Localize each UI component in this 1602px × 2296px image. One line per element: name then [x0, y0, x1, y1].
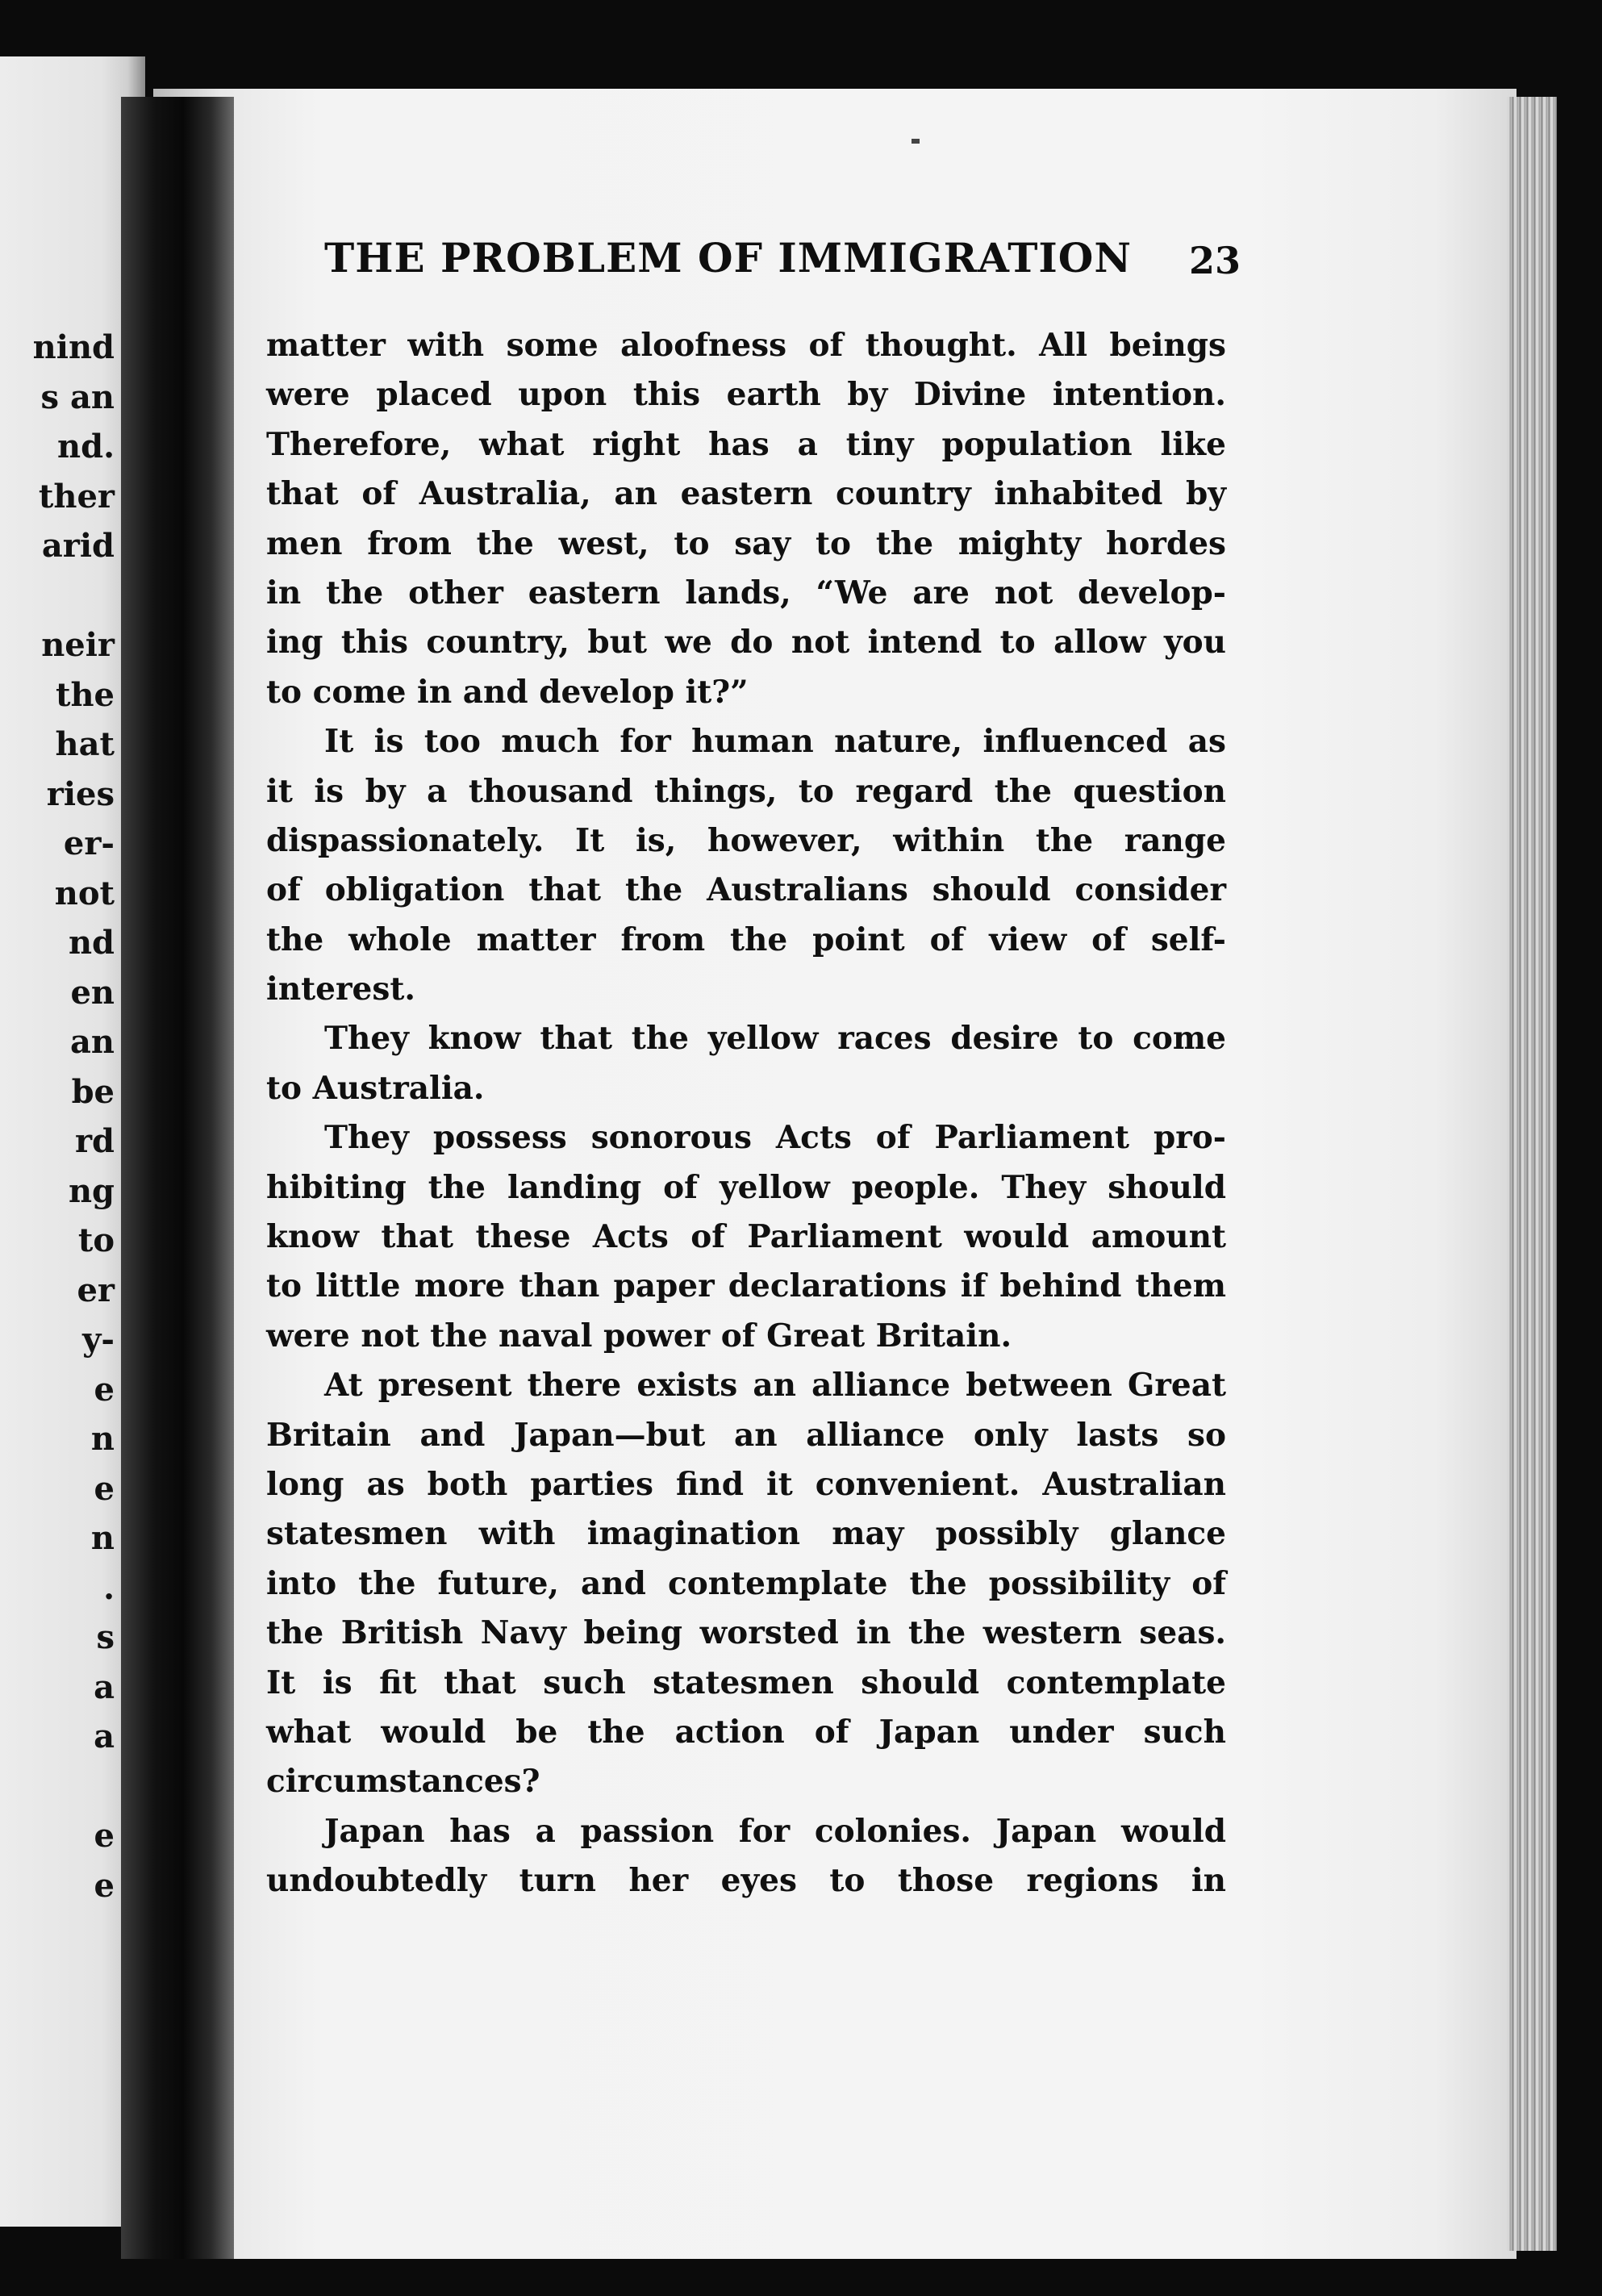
text-line: it is by a thousand things, to regard the question	[266, 772, 1226, 810]
fragment-line: e	[94, 1370, 115, 1409]
text-line: They know that the yellow races desire to come	[324, 1020, 1226, 1058]
text-line: They possess sonorous Acts of Parliament pro-	[324, 1119, 1226, 1157]
fragment-line: rd	[74, 1122, 115, 1160]
fragment-line: er	[77, 1271, 115, 1309]
fragment-line: ther	[38, 477, 115, 516]
text-line: to come in and develop it?”	[266, 673, 749, 711]
fragment-line: .	[103, 1568, 115, 1607]
fragment-line: hat	[55, 725, 115, 763]
fragment-line: n	[90, 1420, 115, 1458]
fragment-line: to	[77, 1221, 115, 1259]
text-line: Britain and Japan—but an alliance only lasts so	[266, 1416, 1226, 1454]
text-line: It is too much for human nature, influenced as	[324, 723, 1226, 761]
fragment-line: nind	[32, 328, 115, 366]
fragment-line: ng	[68, 1171, 115, 1210]
scan-border	[1557, 89, 1602, 2267]
text-line: long as both parties find it convenient. Australian	[266, 1465, 1226, 1503]
text-line: hibiting the landing of yellow people. They should	[266, 1168, 1226, 1206]
text-line: statesmen with imagination may possibly glance	[266, 1515, 1226, 1553]
fragment-line: e	[94, 1469, 115, 1508]
fragment-line	[33, 571, 115, 621]
text-line: to Australia.	[266, 1069, 485, 1107]
text-line: into the future, and contemplate the possibility of	[266, 1564, 1226, 1602]
fragment-line: an	[70, 1023, 115, 1061]
text-line: what would be the action of Japan under such	[266, 1713, 1226, 1751]
text-line: At present there exists an alliance between Great	[324, 1367, 1226, 1405]
text-line: men from the west, to say to the mighty hordes	[266, 524, 1226, 562]
fragment-line: nd	[68, 924, 115, 962]
fragment-line: a	[94, 1668, 115, 1706]
fragment-line: a	[94, 1718, 115, 1755]
fragment-line: en	[70, 973, 115, 1012]
text-line: It is fit that such statesmen should contemplate	[266, 1664, 1226, 1701]
running-header-title: THE PROBLEM OF IMMIGRATION	[324, 234, 1133, 282]
fragment-line: s	[96, 1618, 115, 1656]
fragment-line: neir	[41, 626, 115, 664]
text-line: ing this country, but we do not intend to allow you	[266, 624, 1226, 662]
fragment-line: y-	[82, 1321, 115, 1359]
text-line: to little more than paper declarations if behind them	[266, 1267, 1226, 1305]
fragment-line	[33, 1762, 115, 1812]
fragment-line: er-	[63, 824, 115, 862]
text-line: the whole matter from the point of view of self-	[266, 920, 1226, 958]
text-line: Japan has a passion for colonies. Japan would	[324, 1812, 1226, 1850]
fragment-line: nd.	[57, 428, 115, 465]
fragment-line: not	[54, 874, 115, 912]
facing-page-text-fragments	[33, 323, 115, 1910]
fragment-line: e	[94, 1866, 115, 1905]
scan-speck	[912, 139, 920, 144]
text-line: circumstances?	[266, 1763, 540, 1801]
text-line: Therefore, what right has a tiny population like	[266, 425, 1226, 463]
page-number: 23	[1189, 239, 1241, 282]
fragment-line: the	[55, 675, 115, 714]
text-line: undoubtedly turn her eyes to those regions in	[266, 1862, 1226, 1900]
page-body-text	[266, 321, 1226, 1906]
text-line: were not the naval power of Great Britain.	[266, 1317, 1012, 1355]
book-gutter	[121, 97, 234, 2259]
text-line: that of Australia, an eastern country inhabited by	[266, 475, 1226, 513]
text-line: in the other eastern lands, “We are not develop-	[266, 574, 1226, 612]
text-line: of obligation that the Australians should consider	[266, 871, 1226, 909]
text-line: the British Navy being worsted in the western seas.	[266, 1614, 1226, 1652]
fragment-line: n	[90, 1519, 115, 1557]
text-line: dispassionately. It is, however, within the range	[266, 821, 1226, 859]
text-line: were placed upon this earth by Divine intention.	[266, 376, 1226, 414]
text-line: interest.	[266, 971, 415, 1008]
fragment-line: ries	[46, 774, 115, 813]
fragment-line: be	[71, 1072, 115, 1111]
text-line: know that these Acts of Parliament would amount	[266, 1218, 1226, 1256]
text-line: matter with some aloofness of thought. All beings	[266, 327, 1226, 364]
fragment-line: s an	[40, 378, 115, 416]
fragment-line: e	[94, 1817, 115, 1855]
fragment-line: arid	[41, 527, 115, 565]
